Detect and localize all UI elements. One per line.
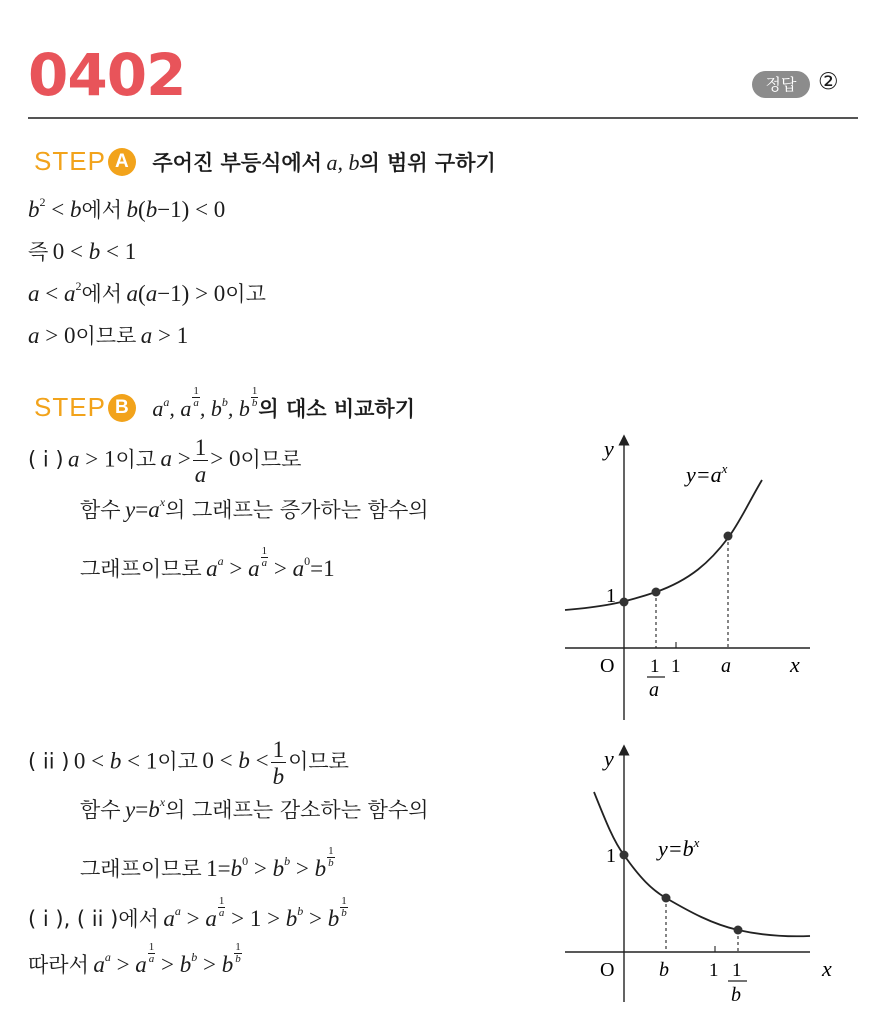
case-1-kor-1: 이고 (115, 447, 157, 472)
graph2-y-intercept: 1 (606, 845, 616, 867)
graph2-tick-recip-num: 1 (732, 960, 742, 981)
problem-number: 0402 (28, 41, 186, 109)
case-1-line-3: 그래프이므로 $a^a > a$ $\frac{1}{a}$ > $a^0=1$ (80, 545, 335, 581)
step-a-line-1-kor: 에서 (81, 198, 123, 222)
graph2-curve (594, 792, 810, 936)
graph1-y-intercept: 1 (606, 585, 616, 607)
graph2-origin: O (600, 959, 615, 981)
case-2-block (28, 732, 568, 992)
graph1-tick-recip-num: 1 (650, 656, 660, 677)
graph1-tick-one: 1 (671, 656, 681, 677)
conclusion-pre: 따라서 (28, 953, 89, 977)
case-2-line-2-post: 의 그래프는 감소하는 함수의 (165, 798, 429, 822)
graph1-point-a (724, 532, 733, 541)
graph2-point-b (662, 894, 671, 903)
step-a-line-2: 즉 0 < b < 1 (28, 239, 137, 264)
conclusion-line: 따라서 $a^a > a$ $\frac{1}{a}$ > $b^b > b$ $\frac{1}{b}$ (28, 941, 241, 977)
step-a-badge: A (108, 148, 136, 176)
step-a-label: STEP (34, 146, 106, 176)
step-a-line-3-end: 이고 (225, 282, 266, 306)
graph1-x-label: x (790, 652, 800, 677)
case-2-line-3-pre: 그래프이므로 (80, 857, 202, 881)
case-1-line-2: 함수 $y=a^x$의 그래프는 증가하는 함수의 (80, 495, 429, 522)
case-1-label: ( i ) (28, 447, 64, 472)
case-2-kor-1: 이고 (157, 749, 198, 774)
step-b-title-post: 의 대소 비교하기 (258, 397, 415, 421)
graph1-point-yint (620, 598, 629, 607)
step-a-line-3-kor: 에서 (81, 282, 123, 306)
graph2-tick-b: b (659, 959, 669, 981)
graph1-origin: O (600, 655, 615, 677)
graph2-y-label: y (604, 746, 614, 771)
case-1-line-1: ( i ) a > 1이고 a > $\frac{1}{a}$ > 0이므로 (28, 435, 302, 487)
graph-increasing (560, 430, 860, 720)
graph2-curve-label: $y=b^x$ (658, 835, 700, 861)
graph2-x-label: x (822, 956, 832, 981)
case-1-line-3-pre: 그래프이므로 (80, 557, 202, 581)
step-a-line-2-kor: 즉 (28, 240, 49, 264)
case-2-line-2: 함수 $y=b^x$의 그래프는 감소하는 함수의 (80, 795, 429, 822)
step-b-label: STEP (34, 392, 106, 422)
graph2-point-yint (620, 851, 629, 860)
step-a-body (28, 196, 568, 366)
case-2-label: ( ii ) (28, 749, 70, 774)
case-1-kor-2: 이므로 (240, 447, 302, 472)
combine-pre: ( i ), ( ii )에서 (28, 907, 159, 931)
case-2-line-3: 그래프이므로 $1=b^0 > b^b > b$ $\frac{1}{b}$ (80, 845, 334, 881)
answer-badge: 정답 (752, 71, 810, 98)
case-1-line-2-pre: 함수 (80, 498, 121, 522)
step-a-title-vars: a, b (326, 150, 360, 175)
step-b-heading: STEP B $a^a$, a $\frac{1}{a}$ , $b^b$, b $\frac{1}{b}$ 의 대소 비교하기 (34, 385, 415, 422)
case-2-line-2-pre: 함수 (80, 798, 121, 822)
case-2-line-1: ( ii ) 0 < b < 1이고 0 < b < $\frac{1}{b}$ 이므로 (28, 737, 349, 789)
graph1-curve-label: $y=a^x$ (686, 461, 728, 487)
graph2-tick-one: 1 (709, 960, 719, 981)
step-a-title-pre: 주어진 부등식에서 (152, 151, 322, 175)
graph1-curve (565, 480, 762, 610)
case-2-kor-2: 이므로 (288, 749, 349, 774)
step-a-line-3: $a < a^2$에서 a(a−1) > 0이고 (28, 279, 266, 306)
step-a-line-4: a > 0이므로 a > 1 (28, 323, 189, 348)
case-1-line-2-post: 의 그래프는 증가하는 함수의 (165, 498, 429, 522)
step-a-title-post: 의 범위 구하기 (359, 151, 496, 175)
graph1-point-recip (652, 588, 661, 597)
graph2-tick-recip-den: b (731, 984, 741, 1006)
step-a-line-1: $b^2 < b$에서 b(b−1) < 0 (28, 195, 226, 222)
step-b-badge: B (108, 394, 136, 422)
header-divider (28, 117, 858, 119)
step-a-line-4-kor: 이므로 (75, 324, 137, 348)
graph2-point-recip (734, 926, 743, 935)
graph-decreasing (560, 740, 860, 1010)
case-1-block (28, 430, 568, 590)
graph1-tick-recip-den: a (649, 679, 659, 701)
answer-value: ② (818, 69, 839, 95)
graph1-y-label: y (604, 436, 614, 461)
graph1-tick-a: a (721, 655, 731, 677)
step-a-heading (34, 146, 496, 177)
combine-line: ( i ), ( ii )에서 $a^a > a$ $\frac{1}{a}$ > $1 > b^b > b$ $\frac{1}{b}$ (28, 895, 347, 931)
